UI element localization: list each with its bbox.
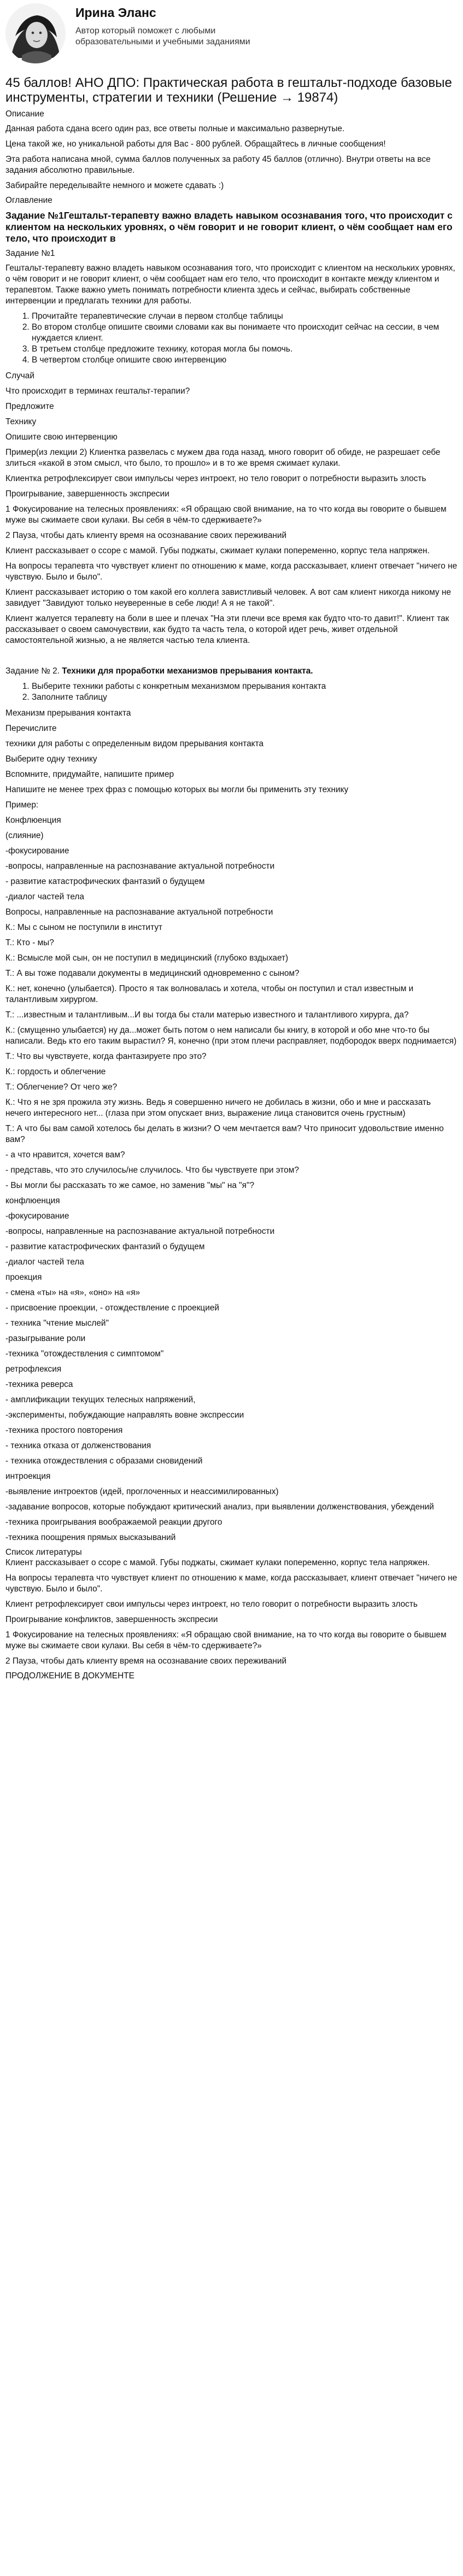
description-paragraph: Цена такой же, но уникальной работы для Вас - 800 рублей. Обращайтесь в личные сообщения! [5,139,386,149]
task1-content [5,371,458,646]
work-title: 45 баллов! АНО ДПО: Практическая работа в гештальт-подходе базовые инструменты, стратегии и техники (Решение → 19874) [5,75,452,106]
continuation-notice: ПРОДОЛЖЕНИЕ В ДОКУМЕНТЕ [5,1671,134,1681]
task2-line: Вопросы, направленные на распознавание актуальной потребности [5,908,273,917]
task2-line: - техника отождествления с образами сновидений [5,1456,203,1466]
references-content [5,1558,458,1667]
description-section [5,124,458,191]
task2-line: конфлюенция [5,1196,60,1206]
task2-line: -задавание вопросов, которые побуждают критический анализ, при выявлении долженствования, убеждений [5,1502,434,1512]
task2-line: проекция [5,1273,42,1283]
task1-line: Клиент рассказывает о ссоре с мамой. Губы поджаты, сжимает кулаки попеременно, корпус тела напряжен. [5,546,430,556]
task2-line: -вопросы, направленные на распознавание актуальной потребности [5,862,275,871]
task2-line: К.: Что я не зря прожила эту жизнь. Ведь я совершенно ничего не добилась в жизни, обо и мне и рассказать нечего интересного нет... (глаза при этом опускает вниз, выражение лица становится очень грустным) [5,1098,431,1119]
task2-line: Вспомните, придумайте, напишите пример [5,770,174,780]
description-paragraph: Эта работа написана мной, сумма баллов полученных за работу 45 баллов (отлично). Внутри ответы на все задания абсолютно правильные. [5,155,431,175]
task1-step: 2. Во втором столбце опишите своими словами как вы понимаете что происходит сейчас на сессии, в чем нуждается клиент. [32,322,458,344]
task2-line: -эксперименты, побуждающие направлять вовне экспрессии [5,1410,244,1420]
task2-heading-title: Техники для проработки механизмов прерывания контакта. [62,666,313,676]
author-name[interactable]: Ирина Эланс [75,5,156,20]
task2-content [5,708,458,1543]
task2-line: Конфлюенция [5,816,61,826]
task1-heading: Задание №1Гештальт-терапевту важно владеть навыком осознавания того, что происходит с клиентом на нескольких уровнях, о чём говорит и не говорит клиент, о чём сообщает нам его тело, что происходит в [5,210,453,244]
task2-line: - техника отказа от долженствования [5,1441,151,1451]
task2-line: -вопросы, направленные на распознавание актуальной потребности [5,1227,275,1237]
task2-line: интроекция [5,1472,51,1482]
task2-line: К.: нет, конечно (улыбается). Просто я так волновалась и хотела, чтобы он поступил и стал известным и талантливым хирургом. [5,984,414,1005]
references-line: 2 Пауза, чтобы дать клиенту время на осознавание своих переживаний [5,1656,287,1666]
task1-step: 1. Прочитайте терапевтические случаи в первом столбце таблицы [32,311,458,322]
references-line: На вопросы терапевта что чувствует клиент по отношению к маме, когда рассказывает, клиент отвечает "ничего не чувствую. Было и было". [5,1573,458,1594]
task2-line: Т.: ...известным и талантливым...И вы тогда бы стали матерью известного и талантливого хирурга, да? [5,1010,409,1020]
task2-step: 2. Заполните таблицу [32,692,458,703]
task2-line: -техника простого повторения [5,1426,123,1436]
task2-line: - Вы могли бы рассказать то же самое, но заменив "мы" на "я"? [5,1181,255,1191]
task1-line: Пример(из лекции 2) Клиентка развелась с мужем два года назад, много говорит об обиде, не разрешает себе злиться «какой в этом смысл, что было, то прошло» и в то же время сжимает кулаки. [5,448,441,469]
task2-line: Т.: А что бы вам самой хотелось бы делать в жизни? О чем мечтается вам? Что приносит удовольствие именно вам? [5,1124,444,1145]
task2-line: Выберите одну технику [5,754,97,764]
task1-line: Клиентка ретрофлексирует свои импульсы через интроект, но тело говорит о потребности выразить злость [5,474,426,484]
task2-line: -техника "отождествления с симптомом" [5,1349,164,1359]
task2-line: - смена «ты» на «я», «оно» на «я» [5,1288,140,1298]
section-spacer [5,651,458,666]
task2-line: К.: Всмысле мой сын, он не поступил в медицинский (глубоко вздыхает) [5,953,289,963]
task1-line: Предложите [5,402,54,412]
task2-line: - развитие катастрофических фантазий о будущем [5,1242,205,1252]
task2-line: Перечислите [5,724,57,734]
task2-line: Т.: Что вы чувствуете, когда фантазируете про это? [5,1052,207,1062]
task1-step: 4. В четвертом столбце опишите свою интервенцию [32,355,458,366]
task1-line: Опишите свою интервенцию [5,432,118,442]
task2-line: -техника реверса [5,1380,73,1390]
task2-line: (слияние) [5,831,44,841]
task2-line: К.: Мы с сыном не поступили в институт [5,923,163,933]
task2-line: Т.: Кто - мы? [5,938,54,948]
references-line: Клиент рассказывает о ссоре с мамой. Губы поджаты, сжимает кулаки попеременно, корпус тела напряжен. [5,1558,430,1568]
author-header [5,0,458,68]
author-description: Автор который поможет с любыми образовательными и учебными заданиями [75,26,250,46]
task2-line: - присвоение проекции, - отождествление с проекцией [5,1303,219,1313]
task2-line: -диалог частей тела [5,1257,84,1267]
task2-line: Т.: А вы тоже подавали документы в медицинский одновременно с сыном? [5,969,300,979]
task2-line: ретрофлексия [5,1365,62,1374]
references-line: Проигрывание конфликтов, завершенность экспресии [5,1615,218,1625]
author-info [75,3,283,48]
references-label: Список литературы [5,1548,82,1558]
task2-line: -выявление интроектов (идей, проглоченных и неассимилированных) [5,1487,279,1497]
author-photo-icon [5,3,66,63]
task2-line: Механизм прерывания контакта [5,709,131,718]
task2-line: - развитие катастрофических фантазий о будущем [5,877,205,887]
task1-line: Случай [5,371,34,381]
task2-line: - техника "чтение мыслей" [5,1319,109,1328]
task2-heading-prefix: Задание № 2. [5,666,62,676]
task1-steps-list [5,311,458,366]
task1-line: Клиент жалуется терапевту на боли в шее и плечах "На эти плечи все время как будто что-то давит!". Клиент так рассказывает о своем самочувствии, как будто та часть тела, о которой идет речь, живет отдельной самостоятельной жизнью, а не является частью тела клиента. [5,614,449,646]
task1-step: 3. В третьем столбце предложите технику, которая могла бы помочь. [32,344,458,355]
task1-line: 2 Пауза, чтобы дать клиенту время на осознавание своих переживаний [5,531,287,541]
task2-line: -разыгрывание роли [5,1334,86,1344]
task2-line: -фокусирование [5,1211,69,1221]
author-avatar[interactable] [5,3,66,63]
task2-line: - а что нравится, хочется вам? [5,1150,125,1160]
task2-heading [5,666,458,677]
task1-label: Задание №1 [5,249,55,259]
task2-line: техники для работы с определенным видом прерывания контакта [5,739,263,749]
references-line: 1 Фокусирование на телесных проявлениях: «Я обращаю свой внимание, на то что когда вы говорите о бывшем муже вы сжимаете свои кулаки. Вы себя в чём-то сдерживаете?» [5,1630,447,1651]
task2-line: К.: гордость и облегчение [5,1067,106,1077]
task2-step: 1. Выберите техники работы с конкретным механизмом прерывания контакта [32,681,458,692]
task2-line: - амплификации текущих телесных напряжений, [5,1395,196,1405]
task1-line: 1 Фокусирование на телесных проявлениях: «Я обращаю свой внимание, на то что когда вы говорите о бывшем муже вы сжимаете свои кулаки. Вы себя в чём-то сдерживаете?» [5,505,447,525]
description-paragraph: Забирайте переделывайте немного и можете сдавать :) [5,181,224,191]
description-paragraph: Данная работа сдана всего один раз, все ответы полные и максимально развернутые. [5,124,345,134]
task2-line: Напишите не менее трех фраз с помощью которых вы могли бы применить эту технику [5,785,349,795]
task2-steps-list [5,681,458,703]
task2-line: -техника проигрывания воображаемой реакции другого [5,1518,222,1527]
toc-label: Оглавление [5,196,52,206]
references-line: Клиент ретрофлексирует свои импульсы через интроект, но тело говорит о потребности выразить злость [5,1600,418,1609]
task2-line: К.: (смущенно улыбается) ну да...может быть потом о нем написали бы книгу, в которой и обо мне что-то бы написали. Ведь кто его таким вырастил? Я, конечно (при этом плечи расправляет, подбородок вверх поднимается) [5,1026,457,1046]
task2-line: - представь, что это случилось/не случилось. Что бы чувствуете при этом? [5,1166,299,1175]
task2-line: Т.: Облегчение? От чего же? [5,1082,118,1092]
task1-line: Что происходит в терминах гештальт-терапии? [5,387,190,396]
task2-line: -диалог частей тела [5,892,84,902]
task2-line: -техника поощрения прямых высказываний [5,1533,176,1543]
description-label: Описание [5,109,44,119]
task2-line: Пример: [5,800,39,810]
task1-line: Технику [5,417,37,427]
task1-intro: Гештальт-терапевту важно владеть навыком осознавания того, что происходит с клиентом на нескольких уровнях, о чём говорит и не говорит клиент, о чём сообщает нам его тело, что происходит в контакте между клиентом и терапевтом. Также важно уметь понимать потребности клиента здесь и сейчас, выбирать собственные интервенции и предлагать техники для работы. [5,264,455,306]
task2-line: -фокусирование [5,846,69,856]
task1-line: Клиент рассказывает историю о том какой его коллега завистливый человек. А вот сам клиент никогда никому не завидует "Завидуют только неуверенные в себе люди! А я не такой". [5,588,452,608]
task1-line: Проигрывание, завершенность экспресии [5,489,169,499]
task1-line: На вопросы терапевта что чувствует клиент по отношению к маме, когда рассказывает, клиент отвечает "ничего не чувствую. Было и было". [5,561,458,582]
